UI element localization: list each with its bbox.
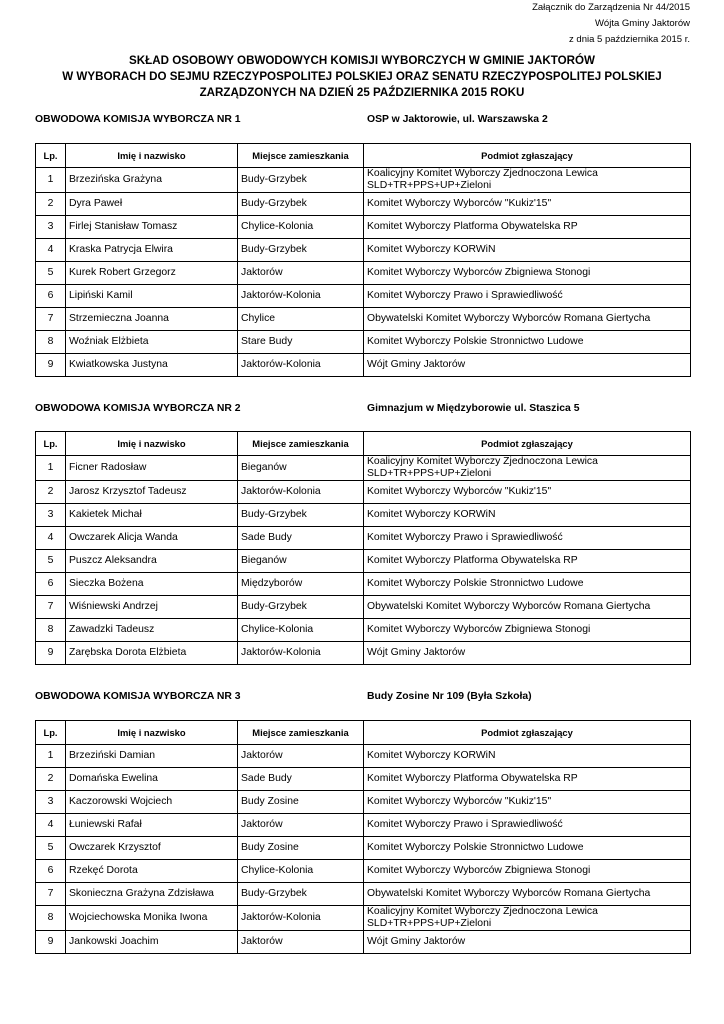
cell-name: Rzekęć Dorota — [66, 860, 238, 883]
cell-lp: 5 — [36, 262, 66, 285]
cell-name: Kakietek Michał — [66, 504, 238, 527]
cell-place: Międzyborów — [238, 573, 364, 596]
cell-lp: 1 — [36, 745, 66, 768]
column-header-subject: Podmiot zgłaszający — [364, 721, 691, 745]
cell-place: Jaktorów — [238, 814, 364, 837]
table-header-row — [36, 721, 691, 745]
cell-place: Jaktorów-Kolonia — [238, 642, 364, 665]
cell-name: Domańska Ewelina — [66, 768, 238, 791]
cell-lp: 3 — [36, 504, 66, 527]
column-header-lp: Lp. — [36, 432, 66, 456]
cell-subject: Komitet Wyborczy Polskie Stronnictwo Ludowe — [364, 837, 691, 860]
cell-place: Chylice-Kolonia — [238, 216, 364, 239]
table-row — [36, 481, 691, 504]
cell-subject: Obywatelski Komitet Wyborczy Wyborców Romana Giertycha — [364, 596, 691, 619]
cell-name: Sieczka Bożena — [66, 573, 238, 596]
column-header-place: Miejsce zamieszkania — [238, 432, 364, 456]
cell-lp: 9 — [36, 354, 66, 377]
table-row — [36, 354, 691, 377]
cell-lp: 5 — [36, 837, 66, 860]
table-row — [36, 814, 691, 837]
cell-name: Wiśniewski Andrzej — [66, 596, 238, 619]
table-row — [36, 837, 691, 860]
document-title — [0, 53, 724, 101]
column-header-name: Imię i nazwisko — [66, 432, 238, 456]
cell-lp: 6 — [36, 860, 66, 883]
cell-name: Brzezińska Grażyna — [66, 168, 238, 193]
cell-subject: Komitet Wyborczy Prawo i Sprawiedliwość — [364, 285, 691, 308]
cell-name: Kaczorowski Wojciech — [66, 791, 238, 814]
cell-name: Puszcz Aleksandra — [66, 550, 238, 573]
cell-place: Jaktorów-Kolonia — [238, 481, 364, 504]
cell-name: Strzemieczna Joanna — [66, 308, 238, 331]
cell-subject: Wójt Gminy Jaktorów — [364, 642, 691, 665]
cell-subject: Komitet Wyborczy Platforma Obywatelska RP — [364, 216, 691, 239]
commission-heading — [35, 402, 690, 416]
cell-place: Budy-Grzybek — [238, 596, 364, 619]
cell-place: Jaktorów — [238, 262, 364, 285]
table-header-row — [36, 432, 691, 456]
cell-lp: 1 — [36, 168, 66, 193]
annex-note — [532, 0, 690, 48]
cell-name: Łuniewski Rafał — [66, 814, 238, 837]
annex-note-line: Wójta Gminy Jaktorów — [594, 18, 690, 29]
cell-place: Chylice-Kolonia — [238, 860, 364, 883]
table-row — [36, 239, 691, 262]
document-title-line: ZARZĄDZONYCH NA DZIEŃ 25 PAŹDZIERNIKA 2015 ROKU — [199, 86, 525, 99]
commission-members-table — [35, 431, 691, 665]
cell-name: Kwiatkowska Justyna — [66, 354, 238, 377]
cell-subject: Komitet Wyborczy Wyborców "Kukiz'15" — [364, 193, 691, 216]
commission-name: OBWODOWA KOMISJA WYBORCZA NR 1 — [35, 114, 241, 125]
cell-place: Jaktorów — [238, 745, 364, 768]
cell-place: Sade Budy — [238, 527, 364, 550]
cell-lp: 9 — [36, 931, 66, 954]
cell-subject: Koalicyjny Komitet Wyborczy Zjednoczona Lewica SLD+TR+PPS+UP+Zieloni — [364, 168, 691, 193]
cell-lp: 9 — [36, 642, 66, 665]
table-row — [36, 308, 691, 331]
cell-lp: 6 — [36, 285, 66, 308]
cell-lp: 8 — [36, 906, 66, 931]
table-row — [36, 642, 691, 665]
cell-lp: 5 — [36, 550, 66, 573]
table-row — [36, 168, 691, 193]
cell-name: Kurek Robert Grzegorz — [66, 262, 238, 285]
cell-place: Bieganów — [238, 550, 364, 573]
table-header-row — [36, 144, 691, 168]
table-row — [36, 285, 691, 308]
cell-subject: Komitet Wyborczy Platforma Obywatelska RP — [364, 768, 691, 791]
cell-name: Zawadzki Tadeusz — [66, 619, 238, 642]
cell-name: Ficner Radosław — [66, 456, 238, 481]
cell-name: Dyra Paweł — [66, 193, 238, 216]
table-row — [36, 791, 691, 814]
table-row — [36, 906, 691, 931]
cell-name: Zarębska Dorota Elżbieta — [66, 642, 238, 665]
cell-place: Chylice — [238, 308, 364, 331]
cell-place: Chylice-Kolonia — [238, 619, 364, 642]
cell-place: Jaktorów-Kolonia — [238, 906, 364, 931]
column-header-name: Imię i nazwisko — [66, 144, 238, 168]
cell-subject: Komitet Wyborczy KORWiN — [364, 745, 691, 768]
cell-subject: Koalicyjny Komitet Wyborczy Zjednoczona Lewica SLD+TR+PPS+UP+Zieloni — [364, 456, 691, 481]
cell-lp: 4 — [36, 239, 66, 262]
cell-name: Kraska Patrycja Elwira — [66, 239, 238, 262]
annex-note-line: z dnia 5 października 2015 r. — [569, 34, 690, 45]
cell-name: Brzeziński Damian — [66, 745, 238, 768]
cell-subject: Koalicyjny Komitet Wyborczy Zjednoczona Lewica SLD+TR+PPS+UP+Zieloni — [364, 906, 691, 931]
commission-heading — [35, 113, 690, 127]
cell-place: Stare Budy — [238, 331, 364, 354]
commission-name: OBWODOWA KOMISJA WYBORCZA NR 3 — [35, 691, 241, 702]
cell-lp: 7 — [36, 596, 66, 619]
cell-name: Jankowski Joachim — [66, 931, 238, 954]
cell-subject: Komitet Wyborczy Wyborców Zbigniewa Stonogi — [364, 619, 691, 642]
table-row — [36, 619, 691, 642]
cell-subject: Obywatelski Komitet Wyborczy Wyborców Romana Giertycha — [364, 883, 691, 906]
commission-members-table — [35, 143, 691, 377]
cell-lp: 8 — [36, 331, 66, 354]
cell-name: Lipiński Kamil — [66, 285, 238, 308]
commission-location: OSP w Jaktorowie, ul. Warszawska 2 — [367, 114, 548, 125]
table-row — [36, 193, 691, 216]
cell-subject: Komitet Wyborczy Prawo i Sprawiedliwość — [364, 527, 691, 550]
cell-subject: Komitet Wyborczy Platforma Obywatelska RP — [364, 550, 691, 573]
table-row — [36, 860, 691, 883]
column-header-subject: Podmiot zgłaszający — [364, 432, 691, 456]
cell-place: Budy-Grzybek — [238, 239, 364, 262]
cell-name: Wojciechowska Monika Iwona — [66, 906, 238, 931]
cell-place: Budy-Grzybek — [238, 883, 364, 906]
table-row — [36, 745, 691, 768]
cell-place: Jaktorów-Kolonia — [238, 285, 364, 308]
cell-lp: 1 — [36, 456, 66, 481]
table-row — [36, 331, 691, 354]
cell-lp: 4 — [36, 527, 66, 550]
cell-subject: Wójt Gminy Jaktorów — [364, 354, 691, 377]
table-row — [36, 262, 691, 285]
cell-place: Sade Budy — [238, 768, 364, 791]
cell-place: Budy Zosine — [238, 837, 364, 860]
cell-place: Budy-Grzybek — [238, 168, 364, 193]
cell-name: Skonieczna Grażyna Zdzisława — [66, 883, 238, 906]
commission-members-table — [35, 720, 691, 954]
cell-place: Budy-Grzybek — [238, 193, 364, 216]
column-header-subject: Podmiot zgłaszający — [364, 144, 691, 168]
table-row — [36, 550, 691, 573]
cell-subject: Wójt Gminy Jaktorów — [364, 931, 691, 954]
cell-subject: Komitet Wyborczy KORWiN — [364, 239, 691, 262]
cell-subject: Komitet Wyborczy Prawo i Sprawiedliwość — [364, 814, 691, 837]
cell-subject: Komitet Wyborczy Wyborców Zbigniewa Stonogi — [364, 860, 691, 883]
cell-subject: Komitet Wyborczy Wyborców Zbigniewa Stonogi — [364, 262, 691, 285]
cell-name: Woźniak Elżbieta — [66, 331, 238, 354]
cell-lp: 2 — [36, 768, 66, 791]
cell-lp: 8 — [36, 619, 66, 642]
table-row — [36, 596, 691, 619]
commission-location: Budy Zosine Nr 109 (Była Szkoła) — [367, 691, 532, 702]
cell-lp: 3 — [36, 791, 66, 814]
cell-name: Owczarek Alicja Wanda — [66, 527, 238, 550]
table-row — [36, 527, 691, 550]
commission-heading — [35, 690, 690, 704]
cell-subject: Komitet Wyborczy Polskie Stronnictwo Ludowe — [364, 573, 691, 596]
table-row — [36, 216, 691, 239]
table-row — [36, 573, 691, 596]
table-row — [36, 768, 691, 791]
table-row — [36, 883, 691, 906]
cell-name: Jarosz Krzysztof Tadeusz — [66, 481, 238, 504]
cell-lp: 6 — [36, 573, 66, 596]
table-row — [36, 504, 691, 527]
cell-subject: Komitet Wyborczy Polskie Stronnictwo Ludowe — [364, 331, 691, 354]
column-header-place: Miejsce zamieszkania — [238, 144, 364, 168]
cell-subject: Obywatelski Komitet Wyborczy Wyborców Romana Giertycha — [364, 308, 691, 331]
cell-subject: Komitet Wyborczy Wyborców "Kukiz'15" — [364, 481, 691, 504]
cell-place: Budy-Grzybek — [238, 504, 364, 527]
table-row — [36, 456, 691, 481]
cell-place: Budy Zosine — [238, 791, 364, 814]
cell-place: Jaktorów-Kolonia — [238, 354, 364, 377]
cell-place: Jaktorów — [238, 931, 364, 954]
cell-subject: Komitet Wyborczy KORWiN — [364, 504, 691, 527]
cell-lp: 7 — [36, 883, 66, 906]
cell-name: Firlej Stanisław Tomasz — [66, 216, 238, 239]
commission-location: Gimnazjum w Międzyborowie ul. Staszica 5 — [367, 403, 580, 414]
column-header-lp: Lp. — [36, 144, 66, 168]
column-header-place: Miejsce zamieszkania — [238, 721, 364, 745]
cell-place: Bieganów — [238, 456, 364, 481]
annex-note-line: Załącznik do Zarządzenia Nr 44/2015 — [532, 2, 690, 13]
document-title-line: W WYBORACH DO SEJMU RZECZYPOSPOLITEJ POLSKIEJ ORAZ SENATU RZECZYPOSPOLITEJ POLSKIEJ — [62, 70, 662, 83]
cell-name: Owczarek Krzysztof — [66, 837, 238, 860]
cell-lp: 2 — [36, 193, 66, 216]
cell-lp: 4 — [36, 814, 66, 837]
document-title-line: SKŁAD OSOBOWY OBWODOWYCH KOMISJI WYBORCZYCH W GMINIE JAKTORÓW — [129, 54, 595, 67]
commission-name: OBWODOWA KOMISJA WYBORCZA NR 2 — [35, 403, 241, 414]
table-row — [36, 931, 691, 954]
cell-lp: 7 — [36, 308, 66, 331]
column-header-lp: Lp. — [36, 721, 66, 745]
cell-subject: Komitet Wyborczy Wyborców "Kukiz'15" — [364, 791, 691, 814]
cell-lp: 2 — [36, 481, 66, 504]
cell-lp: 3 — [36, 216, 66, 239]
column-header-name: Imię i nazwisko — [66, 721, 238, 745]
